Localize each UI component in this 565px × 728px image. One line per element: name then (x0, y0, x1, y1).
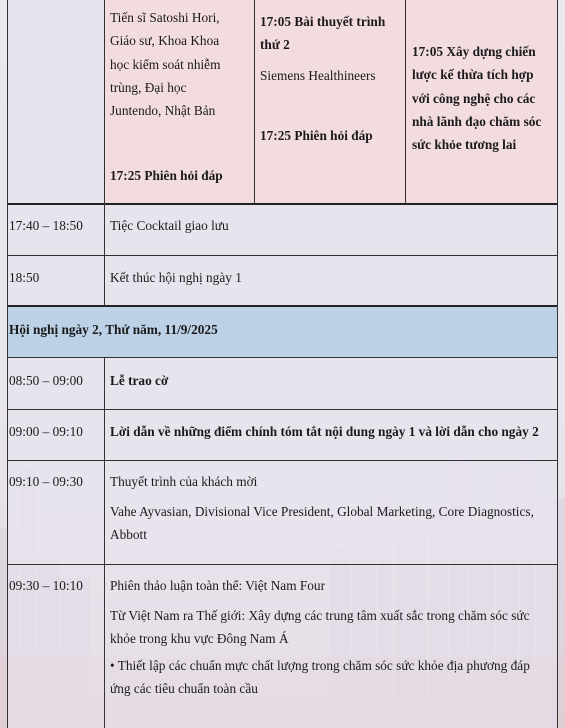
row-time: 09:30 – 10:10 (9, 578, 83, 593)
top-row-left-background (7, 0, 104, 203)
day2-header: Hội nghị ngày 2, Thứ năm, 11/9/2025 (9, 322, 218, 337)
row-divider (7, 460, 558, 461)
row-text: Lễ trao cờ (110, 373, 169, 388)
row-divider (7, 409, 558, 410)
row-divider (7, 255, 558, 256)
table-border-right (557, 0, 558, 728)
table-border-left (7, 0, 8, 728)
column-divider (405, 0, 406, 203)
row-time: 18:50 (9, 270, 40, 285)
panel-bullet: • Thiết lập các chuẩn mực chất lượng trong chăm sóc sức khỏe địa phương đáp ứng các tiêu chuẩn toàn cầu (110, 658, 530, 697)
row-time: 09:00 – 09:10 (9, 424, 83, 439)
panel-topic: Từ Việt Nam ra Thế giới: Xây dựng các trung tâm xuất sắc trong chăm sóc sức khỏe trong khu vực Đông Nam Á (110, 608, 530, 647)
column-divider (104, 0, 105, 306)
row-divider (7, 203, 558, 205)
qa-session-2: 17:25 Phiên hỏi đáp (260, 128, 373, 143)
guest-presentation-title: Thuyết trình của khách mời (110, 474, 258, 489)
row-background (7, 204, 558, 255)
row-time: 08:50 – 09:00 (9, 373, 83, 388)
speaker-satoshi-hori: Tiến sĩ Satoshi Hori, Giáo sư, Khoa Khoa học kiểm soát nhiễm trùng, Đại học Juntendo, Nhật Bản (110, 10, 221, 119)
guest-speaker: Vahe Ayvasian, Divisional Vice President, Global Marketing, Core Diagnostics, Abbott (110, 504, 534, 543)
row-divider (7, 305, 558, 307)
row-divider (7, 357, 558, 358)
row-time: 17:40 – 18:50 (9, 218, 83, 233)
talk-2-company: Siemens Healthineers (260, 68, 376, 83)
talk-2-title: 17:05 Bài thuyết trình thứ 2 (260, 14, 386, 53)
talk-3-title: 17:05 Xây dựng chiến lược kế thừa tích hợp với công nghệ cho các nhà lãnh đạo chăm sóc sức khỏe tương lai (412, 44, 542, 153)
column-divider (104, 358, 105, 728)
qa-session-1: 17:25 Phiên hỏi đáp (110, 168, 223, 183)
column-divider (254, 0, 255, 203)
row-text: Kết thúc hội nghị ngày 1 (110, 270, 242, 285)
row-divider (7, 564, 558, 565)
row-background (7, 358, 558, 409)
row-text: Tiệc Cocktail giao lưu (110, 218, 229, 233)
row-background (7, 256, 558, 306)
row-text: Lời dẫn về những điểm chính tóm tắt nội dung ngày 1 và lời dẫn cho ngày 2 (110, 424, 539, 439)
row-time: 09:10 – 09:30 (9, 474, 83, 489)
panel-title: Phiên thảo luận toàn thể: Việt Nam Four (110, 578, 325, 593)
